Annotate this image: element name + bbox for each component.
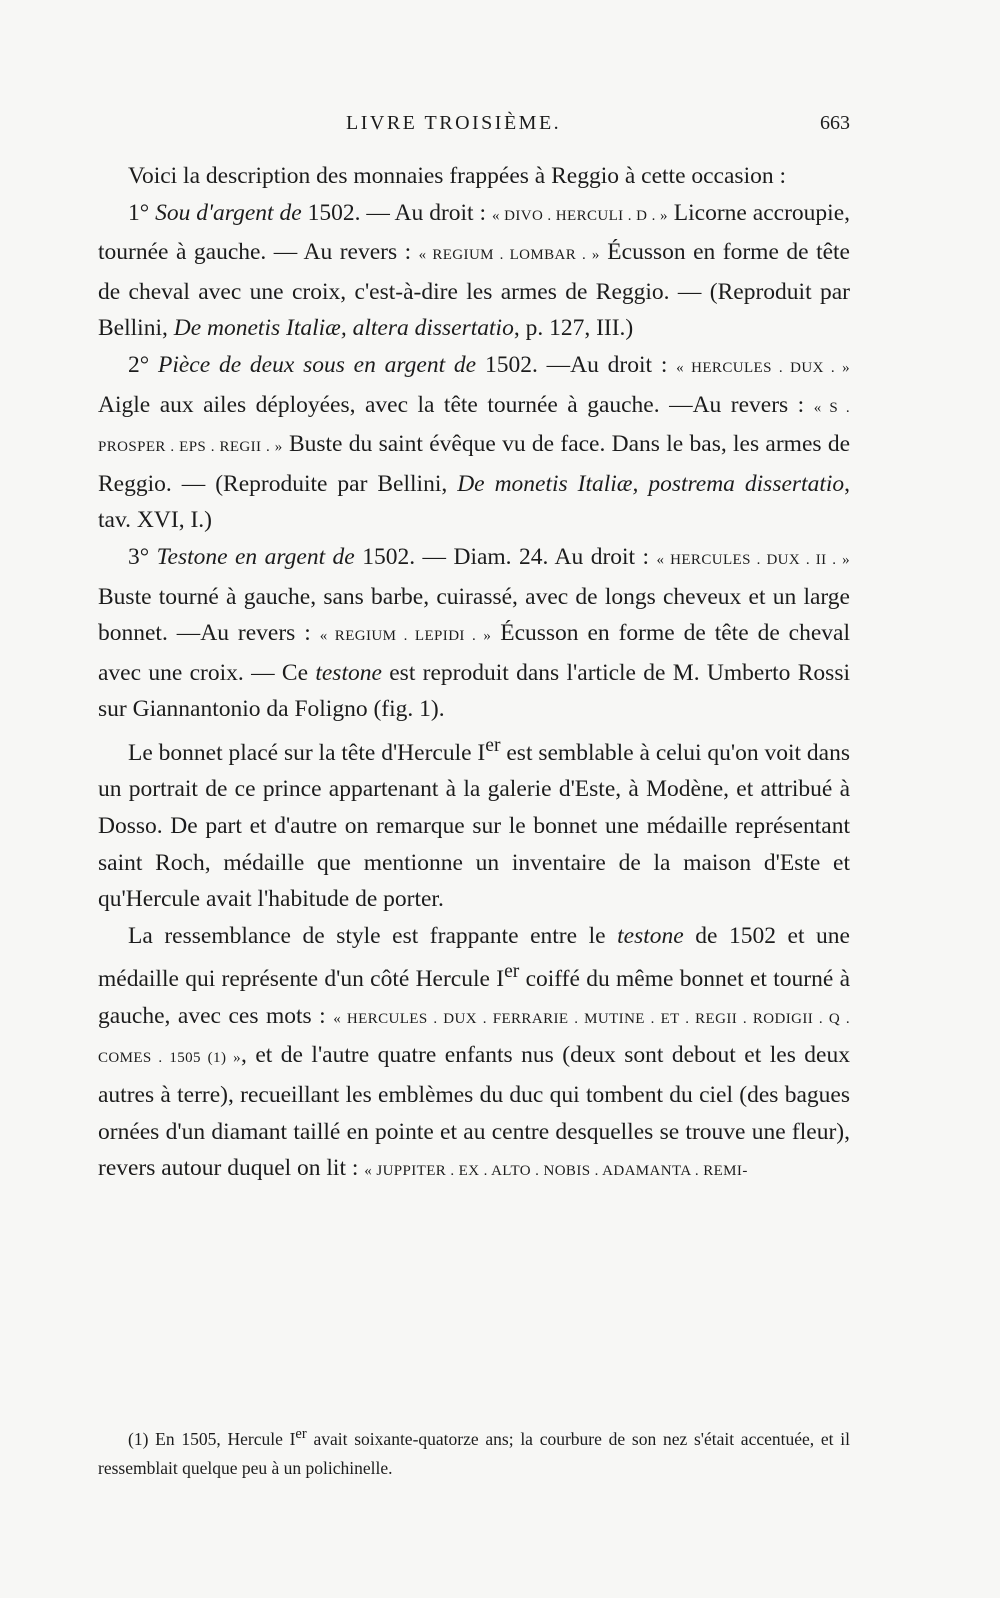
paragraph-intro: Voici la description des monnaies frappées à Reggio à cette occasion :: [128, 163, 786, 189]
reverse-legend: « REGIUM . LOMBAR . »: [418, 247, 600, 264]
running-title: LIVRE TROISIÈME.: [346, 112, 562, 134]
paragraph-medal: La ressemblance de style est frappante entre le testone de 1502 et une médaille qui représente d'un côté Hercule Ier coiffé du même bonnet et tourné à gauche, avec ces mots : « HERCULES . DUX . FERRARIE . MUTINE . ET . REGII . RODIGII . Q . COMES . 1505 (1) », et de l'autre quatre enfants nus (deux sont debout et les deux autres à terre), recueillant les emblèmes du duc qui tombent du ciel (des bagues ornées d'un diamant taillé en pointe et au centre desquelles se trouve une fleur), revers autour duquel on lit : « JUPPITER . EX . ALTO . NOBIS . ADAMANTA . REMI-: [98, 922, 850, 1182]
superscript: er: [485, 734, 501, 756]
main-text: [98, 158, 850, 1190]
medal-reverse-legend: « JUPPITER . EX . ALTO . NOBIS . ADAMANTA . REMI-: [364, 1163, 748, 1180]
item-title: Sou d'argent de: [155, 199, 302, 226]
italic-term: testone: [617, 922, 684, 949]
superscript: er: [295, 1426, 307, 1442]
obverse-legend: « DIVO . HERCULI . D . »: [492, 207, 668, 224]
reverse-legend: « S . PROSPER . EPS . REGII . »: [98, 399, 851, 456]
superscript: er: [504, 961, 520, 983]
paragraph-item-2: 2° Pièce de deux sous en argent de 1502. —Au droit : « HERCULES . DUX . » Aigle aux ailes déployées, avec la tête tournée à gauche. —Au revers : « S . PROSPER . EPS . REGII . » Buste du saint évêque vu de face. Dans le bas, les armes de Reggio. — (Reproduite par Bellini, De monetis Italiæ, postrema dissertatio, tav. XVI, I.): [98, 351, 851, 534]
footnote-1: (1) En 1505, Hercule Ier avait soixante-quatorze ans; la courbure de son nez s'était accentuée, et il ressemblait quelque peu à un polichinelle.: [98, 1426, 850, 1478]
item-number: 1°: [128, 199, 150, 226]
paragraph-item-3: 3° Testone en argent de 1502. — Diam. 24. Au droit : « HERCULES . DUX . II . » Buste tourné à gauche, sans barbe, cuirassé, avec de longs cheveux et un large bonnet. —Au revers : « REGIUM . LEPIDI . » Écusson en forme de tête de cheval avec une croix. — Ce testone est reproduit dans l'article de M. Umberto Rossi sur Giannantonio da Foligno (fig. 1).: [98, 543, 851, 723]
obverse-legend: « HERCULES . DUX . II . »: [656, 551, 851, 568]
item-title: Testone en argent de: [156, 543, 355, 570]
page-number: 663: [820, 112, 850, 134]
bibliographic-reference: De monetis Italiæ, altera dissertatio: [173, 315, 514, 342]
obverse-legend: « HERCULES . DUX . »: [676, 359, 851, 376]
italic-term: testone: [315, 659, 382, 686]
item-number: 3°: [128, 543, 150, 570]
reverse-legend: « REGIUM . LEPIDI . »: [319, 628, 492, 645]
paragraph-bonnet: Le bonnet placé sur la tête d'Hercule Ier est semblable à celui qu'on voit dans un portrait de ce prince appartenant à la galerie d'Este, à Modène, et attribué à Dosso. De part et d'autre on remarque sur le bonnet une médaille représentant saint Roch, médaille que mentionne un inventaire de la maison d'Este et qu'Hercule avait l'habitude de porter.: [98, 734, 850, 913]
paragraph-item-1: 1° Sou d'argent de 1502. — Au droit : « DIVO . HERCULI . D . » Licorne accroupie, tournée à gauche. — Au revers : « REGIUM . LOMBAR . » Écusson en forme de tête de cheval avec une croix, c'est-à-dire les armes de Reggio. — (Reproduit par Bellini, De monetis Italiæ, altera dissertatio, p. 127, III.): [98, 199, 851, 342]
page-header: [98, 112, 850, 142]
footnotes: [98, 1420, 850, 1483]
item-title: Pièce de deux sous en argent de: [157, 351, 477, 378]
medal-legend: « HERCULES . DUX . FERRARIE . MUTINE . ET . REGII . RODIGII . Q . COMES . 1505 (1) »: [98, 1010, 850, 1067]
item-number: 2°: [128, 351, 150, 378]
bibliographic-reference: De monetis Italiæ, postrema dissertatio: [457, 470, 845, 497]
